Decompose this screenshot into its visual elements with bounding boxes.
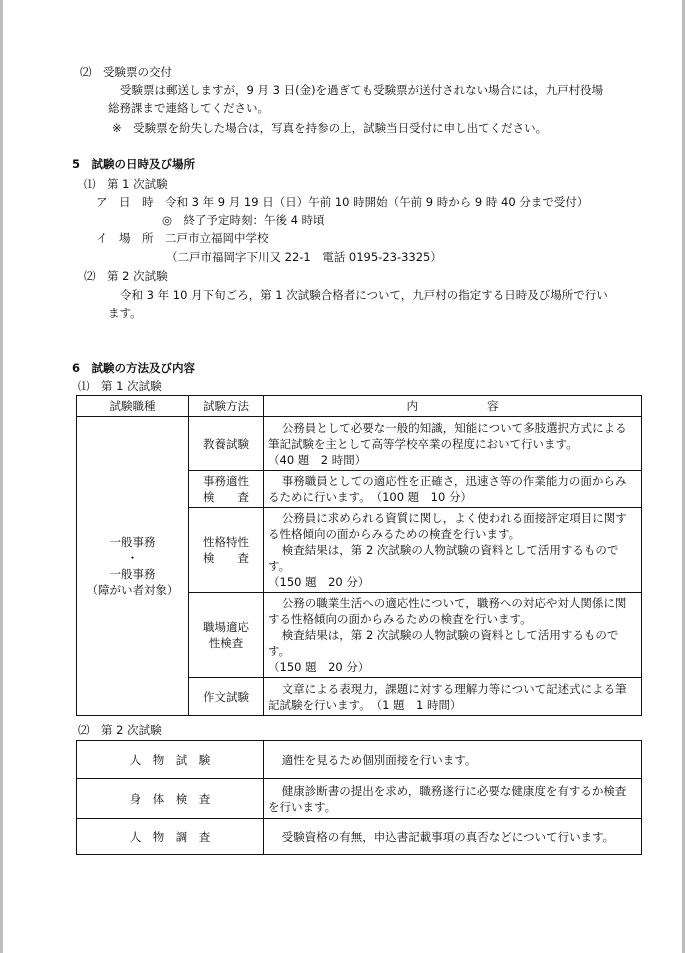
method-label: 検 査 <box>203 551 249 565</box>
first-exam-table <box>76 395 642 716</box>
content-line: 筆記試験を主として高等学校卒業の程度において行います。 <box>268 436 578 451</box>
header-content: 内 容 <box>264 396 642 417</box>
content-line: 事務職員としての適応性を正確さ，迅速さ等の作業能力の面からみ <box>281 474 627 488</box>
section5-date-line: ア 日 時 令和 3 年 9 月 19 日（日）午前 10 時開始（午前 9 時から 9 時 40 分まで受付） <box>96 195 589 209</box>
content-line: 文章による表現力，課題に対する理解力等について記述式による筆 <box>281 681 627 696</box>
table-row <box>77 741 642 779</box>
method-label: 教養試験 <box>203 436 249 451</box>
method-label: 性検査 <box>208 636 244 650</box>
method-label: 職場適応 <box>203 620 249 634</box>
content-line: （40 題 2 時間） <box>268 452 367 467</box>
section5-sub2: ⑵ 第 2 次試験 <box>84 269 168 283</box>
section6-sub2: ⑵ 第 2 次試験 <box>78 723 162 737</box>
content-line: （150 題 20 分） <box>268 575 370 589</box>
section5-address: （二戸市福岡字下川又 22-1 電話 0195-23-3325） <box>166 250 442 264</box>
content-line: する性格傾向の面からみるための検査を行います。 <box>268 612 532 626</box>
exam-desc-cell <box>264 741 642 779</box>
job-type-line: （障がい者対象） <box>86 583 179 597</box>
job-type-line: 一般事務 <box>109 535 156 549</box>
content-cell <box>264 593 642 678</box>
exam-name-cell: 人 物 調 査 <box>77 819 264 855</box>
section6-sub1: ⑴ 第 1 次試験 <box>78 379 162 393</box>
method-cell <box>189 678 264 716</box>
exam-name-cell: 人 物 試 験 <box>77 741 264 779</box>
content-line: 公務員に求められる資質に関し，よく使われる面接評定項目に関す <box>281 511 627 525</box>
table-row <box>77 779 642 819</box>
section2-heading: ⑵ 受験票の交付 <box>80 65 172 79</box>
section5-heading: 5 試験の日時及び場所 <box>72 157 196 171</box>
content-line: 公務の職業生活への適応性について，職務への対応や対人関係に関 <box>281 596 627 610</box>
second-exam-table <box>76 740 642 855</box>
job-type-line: ・ <box>126 551 139 565</box>
content-line: 健康診断書の提出を求め，職務遂行に必要な健康度を有するか検査 <box>281 783 627 798</box>
content-line: 受験資格の有無，申込書記載事項の真否などについて行います。 <box>281 829 615 844</box>
header-method: 試験方法 <box>189 396 264 417</box>
method-cell <box>189 417 264 471</box>
content-line: 検査結果は，第 2 次試験の人物試験の資料として活用するものです。 <box>268 628 619 658</box>
content-cell <box>264 471 642 508</box>
table-row <box>77 417 642 471</box>
table-row <box>77 819 642 855</box>
section5-sub1: ⑴ 第 1 次試験 <box>84 177 168 191</box>
method-label: 検 査 <box>203 490 249 504</box>
method-label: 性格特性 <box>203 535 249 549</box>
section5-place-line: イ 場 所 二戸市立福岡中学校 <box>96 231 269 245</box>
exam-name-cell: 身 体 検 査 <box>77 779 264 819</box>
section2-para1: 受験票は郵送しますが，9 月 3 日(金)を過ぎても受験票が送付されない場合には，九戸村役場 <box>120 83 604 97</box>
content-line: 検査結果は，第 2 次試験の人物試験の資料として活用するものです。 <box>268 543 619 573</box>
content-line: る性格傾向の面からみるための検査を行います。 <box>268 527 521 541</box>
content-cell <box>264 678 642 716</box>
section2-note: ※ 受験票を紛失した場合は，写真を持参の上，試験当日受付に申し出てください。 <box>112 121 548 135</box>
method-cell <box>189 471 264 508</box>
method-label: 事務適性 <box>203 474 249 488</box>
exam-desc-cell <box>264 819 642 855</box>
table-header-row <box>77 396 642 417</box>
job-type-line: 一般事務 <box>109 567 156 581</box>
job-type-cell <box>77 417 189 716</box>
method-label: 作文試験 <box>203 689 249 704</box>
content-cell <box>264 508 642 593</box>
content-line: るために行います。 （100 題 10 分） <box>268 490 472 504</box>
section5-end-time: ◎ 終了予定時刻：午後 4 時頃 <box>162 213 325 227</box>
content-cell <box>264 417 642 471</box>
content-line: 記試験を行います。 （1 題 1 時間） <box>268 697 462 712</box>
section6-heading: 6 試験の方法及び内容 <box>72 361 196 375</box>
section2-para2: 総務課まで連絡してください。 <box>108 101 269 115</box>
header-job-type: 試験職種 <box>77 396 189 417</box>
content-line: 公務員として必要な一般的知識，知能について多肢選択方式による <box>281 420 627 435</box>
method-cell <box>189 508 264 593</box>
content-line: 適性を見るため個別面接を行います。 <box>281 752 477 767</box>
method-cell <box>189 593 264 678</box>
page-edge-left <box>0 0 3 953</box>
content-line: を行います。 <box>268 799 337 814</box>
section5-para2: ます。 <box>108 306 142 320</box>
content-line: （150 題 20 分） <box>268 660 370 674</box>
section5-para1: 令和 3 年 10 月下旬ごろ，第 1 次試験合格者について，九戸村の指定する日時及び場所で行い <box>120 288 608 302</box>
exam-desc-cell <box>264 779 642 819</box>
